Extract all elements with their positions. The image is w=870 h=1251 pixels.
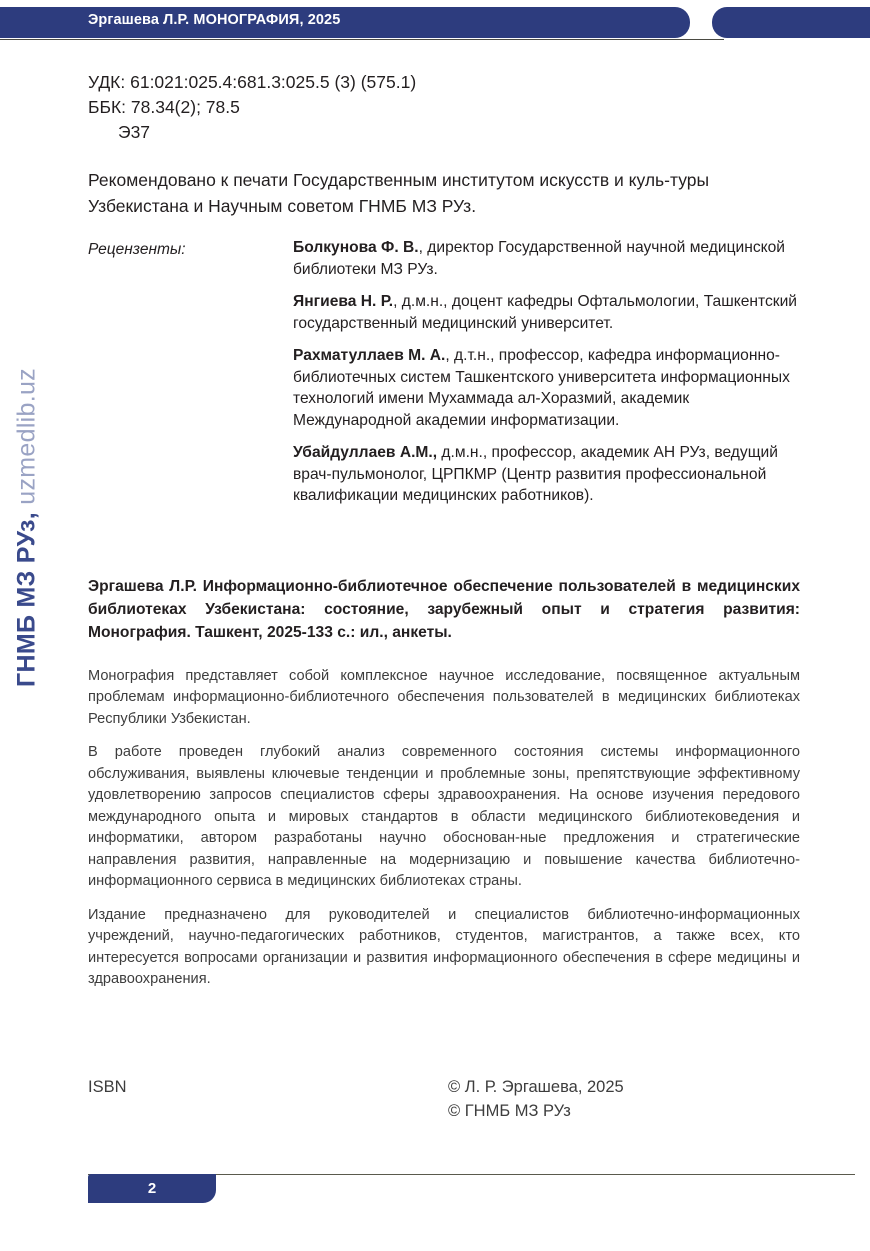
bibliographic-description: Эргашева Л.Р. Информационно-библиотечное обеспечение пользователей в медицинских библиотеках Узбекистана: состояние, зарубежный опыт и стратегия развития: Монография. Ташкент, 2025-133 с.: ил., анкеты. xyxy=(88,577,800,641)
author-code-line xyxy=(88,120,800,145)
reviewer-details: , д.т.н., профессор, кафедра информационно-библиотечных систем Ташкентского университета информационных технологий имени Мухаммада ал-Хоразмий, академик Международной академии информатизации. xyxy=(293,347,790,429)
annotation-block xyxy=(88,666,800,991)
imprint-block xyxy=(88,1075,800,1123)
reviewer-entry xyxy=(293,442,800,507)
annotation-paragraph: Монография представляет собой комплексное научное исследование, посвященное актуальным проблемам информационно-библиотечного обеспечения пользователей в медицинских библиотеках Республики Узбекистан. xyxy=(88,667,800,727)
reviewer-name: Болкунова Ф. В. xyxy=(293,239,419,256)
running-head-title: Эргашева Л.Р. МОНОГРАФИЯ, 2025 xyxy=(88,12,341,28)
reviewer-details: д.м.н., профессор, академик АН РУз, ведущий врач-пульмонолог, ЦРПКМР (Центр развития профессиональной квалификации медицинских работников). xyxy=(293,444,778,504)
isbn-label: ISBN xyxy=(88,1078,127,1096)
bbk-line: ББК: 78.34(2); 78.5 xyxy=(88,97,240,117)
reviewer-name: Янгиева Н. Р. xyxy=(293,293,394,310)
author-code: Э37 xyxy=(118,122,151,142)
annotation-paragraph: Издание предназначено для руководителей и специалистов библиотечно-информационных учреждений, научно-педагогических работников, студентов, магистрантов, а также всех, кто интересуется вопросами организации и развития информационного обеспечения в сфере медицины и здравоохранения. xyxy=(88,906,800,987)
header-rule xyxy=(0,39,724,40)
sidebar-brand-name: ГНМБ МЗ РУз, xyxy=(12,511,41,687)
recommendation-paragraph: Рекомендовано к печати Государственным институтом искусств и куль-туры Узбекистана и Научным советом ГНМБ МЗ РУз. xyxy=(88,170,710,216)
page-number: 2 xyxy=(147,1180,157,1197)
sidebar-brand-url: uzmedlib.uz xyxy=(12,368,41,512)
reviewer-details: , директор Государственной научной медицинской библиотеки МЗ РУз. xyxy=(293,239,786,278)
classification-block xyxy=(88,70,800,145)
copyright-block xyxy=(448,1075,800,1123)
copyright-author: © Л. Р. Эргашева, 2025 xyxy=(448,1078,624,1096)
annotation-paragraph: В работе проведен глубокий анализ современного состояния системы информационного обслуживания, выявлены ключевые тенденции и проблемные зоны, препятствующие эффективному удовлетворению запросов специалистов сферы здравоохранения. На основе изучения передового международного опыта и мировых стандартов в области медицинского библиотековедения и информатики, автором разработаны научно обоснован-ные предложения и стратегические направления развития, направленные на модернизацию и повышение качества библиотечно-информационного сервиса в медицинских библиотеках страны. xyxy=(88,744,800,889)
reviewer-name: Убайдуллаев А.М., xyxy=(293,444,438,461)
reviewer-entry xyxy=(293,237,800,280)
reviewers-list xyxy=(293,237,800,507)
sidebar-brand-watermark xyxy=(12,268,41,788)
reviewer-entry xyxy=(293,291,800,334)
udk-line: УДК: 61:021:025.4:681.3:025.5 (3) (575.1) xyxy=(88,72,417,92)
reviewer-entry xyxy=(293,345,800,431)
content-column xyxy=(88,70,800,991)
copyright-organization: © ГНМБ МЗ РУз xyxy=(448,1102,571,1120)
reviewer-details: , д.м.н., доцент кафедры Офтальмологии, Ташкентский государственный медицинский университет. xyxy=(293,293,797,332)
header-band-right xyxy=(712,7,870,38)
reviewer-name: Рахматуллаев М. А. xyxy=(293,347,446,364)
reviewers-label: Рецензенты: xyxy=(88,241,186,258)
reviewers-section xyxy=(88,237,800,507)
